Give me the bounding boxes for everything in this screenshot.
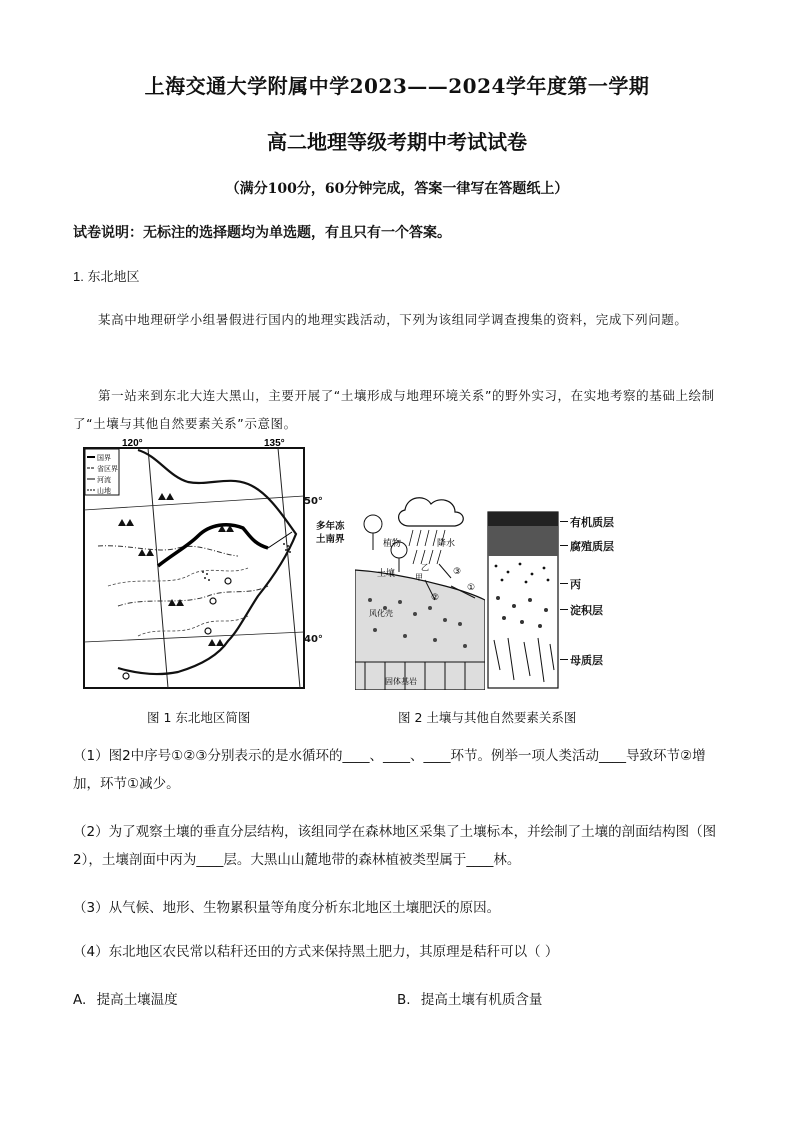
arrow-3 <box>439 564 451 578</box>
subquestion-1: （1）图2中序号①②③分别表示的是水循环的____、____、____环节。例举一项人类活动____导致环节②增加，环节①减少。 <box>73 748 706 792</box>
label-soil: 土壤 <box>377 568 396 578</box>
permafrost-label-line2: 土南界 <box>316 534 345 545</box>
option-a-letter: A. <box>73 992 87 1008</box>
layer-organic <box>488 512 558 526</box>
exam-title-line1: 上海交通大学附属中学2023——2024学年度第一学期 <box>144 74 650 98</box>
label-weathered: 风化壳 <box>369 609 393 618</box>
option-a <box>73 988 178 1008</box>
exam-note: 试卷说明：无标注的选择题均为单选题，有且只有一个答案。 <box>73 225 451 241</box>
label-rain: 降水 <box>437 538 456 548</box>
label-n1: ① <box>467 582 476 592</box>
layer-label-4: 母质层 <box>570 654 603 667</box>
question-1-title: 1. 东北地区 <box>73 269 140 284</box>
figure2-soil-system <box>355 490 485 690</box>
subquestion-4: （4）东北地区农民常以秸秆还田的方式来保持黑土肥力，其原理是秸秆可以（ ） <box>73 944 559 960</box>
lat-top-label: 50° <box>304 496 323 507</box>
cloud-icon <box>399 498 464 526</box>
layer-label-2: 丙 <box>570 578 581 591</box>
option-b <box>397 988 542 1008</box>
layer-label-1: 腐殖质层 <box>570 540 614 553</box>
label-plant: 植物 <box>383 538 402 548</box>
legend-item-1: 省区界 <box>97 466 118 473</box>
exam-title-line2: 高二地理等级考期中考试试卷 <box>267 130 527 154</box>
question-intro: 某高中地理研学小组暑假进行国内的地理实践活动，下列为该组同学调查搜集的资料，完成下列问题。 <box>98 312 688 327</box>
label-jia: 甲 <box>415 573 423 582</box>
layer-label-0: 有机质层 <box>570 516 614 529</box>
lon-right-label: 135° <box>264 438 285 449</box>
soil-profile-column <box>486 510 566 690</box>
label-bedrock: 固体基岩 <box>385 677 417 686</box>
question-stop1: 第一站来到东北大连大黑山，主要开展了“土壤形成与地理环境关系”的野外实习，在实地考察的基础上绘制了“土壤与其他自然要素关系”示意图。 <box>73 388 715 431</box>
permafrost-label <box>316 520 345 546</box>
label-n2: ② <box>431 592 440 602</box>
figure1-map <box>78 436 310 694</box>
legend-item-0: 国界 <box>97 455 111 462</box>
layer-humus <box>488 526 558 556</box>
legend-item-2: 河流 <box>97 477 111 484</box>
exam-subtitle: （满分100分，60分钟完成，答案一律写在答题纸上） <box>225 181 569 197</box>
subquestion-3: （3）从气候、地形、生物累积量等角度分析东北地区土壤肥沃的原因。 <box>73 900 501 916</box>
layer-label-3: 淀积层 <box>570 604 603 617</box>
label-n3: ③ <box>453 566 462 576</box>
option-b-text: 提高土壤有机质含量 <box>420 992 543 1008</box>
label-yi: 乙 <box>421 563 429 572</box>
figure2-caption: 图 2 土壤与其他自然要素关系图 <box>398 710 577 725</box>
legend-item-3: 山地 <box>97 488 111 495</box>
option-b-letter: B. <box>397 992 411 1008</box>
lon-left-label: 120° <box>122 438 143 449</box>
subquestion-2: （2）为了观察土壤的垂直分层结构，该组同学在森林地区采集了土壤标本，并绘制了土壤的剖面结构图（图2），土壤剖面中丙为____层。大黑山山麓地带的森林植被类型属于____林。 <box>73 824 717 868</box>
lat-bottom-label: 40° <box>304 634 323 645</box>
permafrost-label-line1: 多年冻 <box>316 521 345 532</box>
figure1-caption: 图 1 东北地区简图 <box>147 710 251 725</box>
option-a-text: 提高土壤温度 <box>96 992 178 1008</box>
